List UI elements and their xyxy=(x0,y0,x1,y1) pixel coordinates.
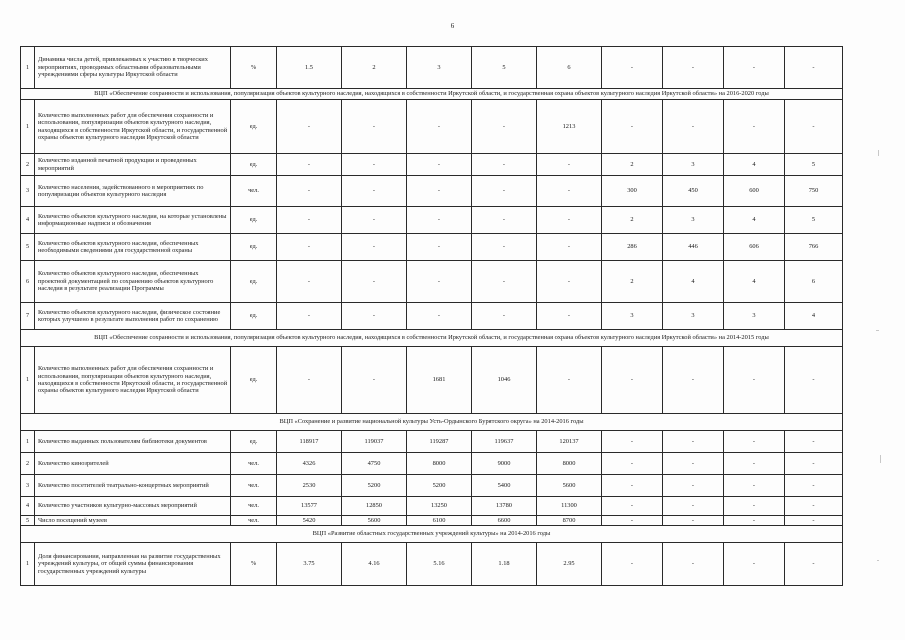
value-cell: 5600 xyxy=(537,475,602,497)
row-number: 1 xyxy=(21,47,35,89)
table-row xyxy=(21,100,843,154)
value-cell: 300 xyxy=(602,176,663,207)
value-cell: - xyxy=(342,303,407,330)
row-number: 3 xyxy=(21,475,35,497)
unit-cell: чел. xyxy=(231,516,277,526)
section-title: ВЦП «Обеспечение сохранности и использования, популяризация объектов культурного наследия, находящихся в собственности Иркутской области, и государственная охрана объектов культурного наследия Иркутской области» на 2014-2015 годы xyxy=(21,330,843,347)
value-cell: 9000 xyxy=(472,453,537,475)
section-header-row xyxy=(21,330,843,347)
scan-artifact xyxy=(876,330,879,331)
row-number: 3 xyxy=(21,176,35,207)
value-cell: 3.75 xyxy=(277,543,342,586)
unit-cell: ед. xyxy=(231,100,277,154)
value-cell: 4 xyxy=(785,303,843,330)
value-cell: 3 xyxy=(663,303,724,330)
value-cell: 1213 xyxy=(537,100,602,154)
indicator-name: Количество выполненных работ для обеспечения сохранности и использования, популяризации объектов культурного наследия, находящихся в собственности Иркутской области, и государственной охраны объектов культурного наследия Иркутской области xyxy=(35,347,231,414)
section-header-row xyxy=(21,526,843,543)
value-cell: 12850 xyxy=(342,497,407,516)
value-cell: 3 xyxy=(663,207,724,234)
unit-cell: чел. xyxy=(231,176,277,207)
indicator-name: Динамика числа детей, привлекаемых к участию в творческих мероприятиях, проводимых областными образовательными учреждениями сферы культуры Иркутской области xyxy=(35,47,231,89)
value-cell: 750 xyxy=(785,176,843,207)
row-number: 4 xyxy=(21,497,35,516)
value-cell: 13780 xyxy=(472,497,537,516)
value-cell: 450 xyxy=(663,176,724,207)
value-cell: - xyxy=(342,176,407,207)
value-cell: - xyxy=(407,261,472,303)
value-cell: 6 xyxy=(785,261,843,303)
value-cell: - xyxy=(602,475,663,497)
row-number: 5 xyxy=(21,516,35,526)
table-row xyxy=(21,347,843,414)
value-cell: - xyxy=(785,100,843,154)
value-cell: - xyxy=(602,516,663,526)
indicator-name: Доля финансирования, направленная на развитие государственных учреждений культуры, от общей суммы финансирования государственных учреждений культуры xyxy=(35,543,231,586)
table-row xyxy=(21,154,843,176)
value-cell: - xyxy=(277,176,342,207)
table-row xyxy=(21,475,843,497)
value-cell: - xyxy=(663,543,724,586)
value-cell: 119037 xyxy=(342,431,407,453)
value-cell: - xyxy=(407,207,472,234)
scan-artifact xyxy=(877,560,879,561)
indicator-name: Количество объектов культурного наследия, обеспеченных проектной документацией по сохранению объектов культурного наследия в результате реализации Программы xyxy=(35,261,231,303)
value-cell: 5 xyxy=(785,154,843,176)
unit-cell: ед. xyxy=(231,347,277,414)
value-cell: - xyxy=(342,261,407,303)
value-cell: 1681 xyxy=(407,347,472,414)
value-cell: - xyxy=(277,303,342,330)
value-cell: 4 xyxy=(663,261,724,303)
value-cell: - xyxy=(724,453,785,475)
value-cell: - xyxy=(785,475,843,497)
section-header-row xyxy=(21,414,843,431)
table-row xyxy=(21,543,843,586)
value-cell: - xyxy=(407,176,472,207)
unit-cell: % xyxy=(231,47,277,89)
value-cell: 606 xyxy=(724,234,785,261)
value-cell: - xyxy=(785,431,843,453)
value-cell: 4.16 xyxy=(342,543,407,586)
unit-cell: ед. xyxy=(231,207,277,234)
value-cell: 4 xyxy=(724,207,785,234)
unit-cell: чел. xyxy=(231,475,277,497)
value-cell: - xyxy=(602,347,663,414)
value-cell: 446 xyxy=(663,234,724,261)
value-cell: - xyxy=(724,475,785,497)
value-cell: 4750 xyxy=(342,453,407,475)
row-number: 2 xyxy=(21,154,35,176)
value-cell: 5.16 xyxy=(407,543,472,586)
value-cell: - xyxy=(277,234,342,261)
indicator-name: Количество объектов культурного наследия, на которые установлены информационные надписи и обозначения xyxy=(35,207,231,234)
value-cell: - xyxy=(602,100,663,154)
value-cell: - xyxy=(277,261,342,303)
section-title: ВЦП «Обеспечение сохранности и использования, популяризация объектов культурного наследия, находящихся в собственности Иркутской области, и государственная охрана объектов культурного наследия Иркутской области» на 2016-2020 годы xyxy=(21,89,843,100)
section-title: ВЦП «Сохранение и развитие национальной культуры Усть-Ордынского Бурятского округа» на 2014-2016 годы xyxy=(21,414,843,431)
value-cell: 119637 xyxy=(472,431,537,453)
value-cell: - xyxy=(277,207,342,234)
value-cell: - xyxy=(602,431,663,453)
value-cell: - xyxy=(724,497,785,516)
value-cell: 4 xyxy=(724,261,785,303)
value-cell: 2.95 xyxy=(537,543,602,586)
section-header-row xyxy=(21,89,843,100)
indicator-name: Количество выданных пользователям библиотеки документов xyxy=(35,431,231,453)
value-cell: - xyxy=(785,543,843,586)
row-number: 2 xyxy=(21,453,35,475)
value-cell: 2530 xyxy=(277,475,342,497)
value-cell: 6100 xyxy=(407,516,472,526)
value-cell: - xyxy=(472,154,537,176)
value-cell: - xyxy=(537,261,602,303)
table-row xyxy=(21,431,843,453)
indicator-name: Количество кинозрителей xyxy=(35,453,231,475)
value-cell: 6 xyxy=(537,47,602,89)
row-number: 4 xyxy=(21,207,35,234)
value-cell: 120137 xyxy=(537,431,602,453)
value-cell: 1.18 xyxy=(472,543,537,586)
value-cell: - xyxy=(663,497,724,516)
value-cell: - xyxy=(602,543,663,586)
value-cell: 4 xyxy=(724,154,785,176)
page-number: 6 xyxy=(450,22,455,30)
row-number: 7 xyxy=(21,303,35,330)
value-cell: - xyxy=(785,453,843,475)
value-cell: - xyxy=(663,347,724,414)
value-cell: - xyxy=(785,516,843,526)
value-cell: - xyxy=(537,234,602,261)
value-cell: - xyxy=(537,176,602,207)
value-cell: 8000 xyxy=(407,453,472,475)
value-cell: - xyxy=(724,516,785,526)
value-cell: 3 xyxy=(602,303,663,330)
value-cell: - xyxy=(472,207,537,234)
value-cell: - xyxy=(602,453,663,475)
value-cell: - xyxy=(663,431,724,453)
row-number: 6 xyxy=(21,261,35,303)
value-cell: - xyxy=(537,207,602,234)
value-cell: - xyxy=(407,100,472,154)
row-number: 5 xyxy=(21,234,35,261)
row-number: 1 xyxy=(21,100,35,154)
scan-artifact xyxy=(880,455,881,463)
unit-cell: чел. xyxy=(231,497,277,516)
unit-cell: ед. xyxy=(231,234,277,261)
row-number: 1 xyxy=(21,431,35,453)
value-cell: 4326 xyxy=(277,453,342,475)
value-cell: 2 xyxy=(342,47,407,89)
value-cell: 5600 xyxy=(342,516,407,526)
value-cell: 5420 xyxy=(277,516,342,526)
value-cell: 118917 xyxy=(277,431,342,453)
value-cell: 600 xyxy=(724,176,785,207)
value-cell: - xyxy=(602,47,663,89)
value-cell: 6600 xyxy=(472,516,537,526)
value-cell: - xyxy=(785,497,843,516)
value-cell: - xyxy=(537,154,602,176)
section-title: ВЦП «Развитие областных государственных учреждений культуры» на 2014-2016 годы xyxy=(21,526,843,543)
value-cell: 2 xyxy=(602,207,663,234)
value-cell: - xyxy=(602,497,663,516)
value-cell: - xyxy=(785,47,843,89)
value-cell: 13250 xyxy=(407,497,472,516)
value-cell: 2 xyxy=(602,154,663,176)
table-row xyxy=(21,516,843,526)
value-cell: - xyxy=(724,100,785,154)
value-cell: 5400 xyxy=(472,475,537,497)
value-cell: - xyxy=(537,347,602,414)
unit-cell: ед. xyxy=(231,431,277,453)
table-row xyxy=(21,453,843,475)
unit-cell: чел. xyxy=(231,453,277,475)
indicator-name: Количество выполненных работ для обеспечения сохранности и использования, популяризации объектов культурного наследия, находящихся в собственности Иркутской области, и государственной охраны объектов культурного наследия Иркутской области xyxy=(35,100,231,154)
value-cell: 11300 xyxy=(537,497,602,516)
unit-cell: ед. xyxy=(231,303,277,330)
value-cell: 5200 xyxy=(342,475,407,497)
table-row xyxy=(21,47,843,89)
table-row xyxy=(21,234,843,261)
value-cell: - xyxy=(472,303,537,330)
value-cell: 2 xyxy=(602,261,663,303)
indicator-name: Число посещений музеев xyxy=(35,516,231,526)
table-row xyxy=(21,176,843,207)
value-cell: - xyxy=(342,154,407,176)
value-cell: - xyxy=(663,100,724,154)
value-cell: - xyxy=(277,154,342,176)
value-cell: - xyxy=(724,47,785,89)
value-cell: 1046 xyxy=(472,347,537,414)
value-cell: - xyxy=(407,234,472,261)
table-row xyxy=(21,497,843,516)
unit-cell: % xyxy=(231,543,277,586)
indicator-name: Количество изданной печатной продукции и проведенных мероприятий xyxy=(35,154,231,176)
indicators-table xyxy=(20,46,843,586)
value-cell: - xyxy=(472,176,537,207)
value-cell: 8000 xyxy=(537,453,602,475)
value-cell: - xyxy=(537,303,602,330)
value-cell: 286 xyxy=(602,234,663,261)
value-cell: 119287 xyxy=(407,431,472,453)
scan-artifact xyxy=(878,150,879,156)
value-cell: - xyxy=(724,431,785,453)
table-row xyxy=(21,207,843,234)
value-cell: - xyxy=(724,347,785,414)
row-number: 1 xyxy=(21,347,35,414)
value-cell: - xyxy=(663,453,724,475)
value-cell: - xyxy=(342,207,407,234)
unit-cell: ед. xyxy=(231,154,277,176)
value-cell: 3 xyxy=(663,154,724,176)
value-cell: 766 xyxy=(785,234,843,261)
indicator-name: Количество посетителей театрально-концертных мероприятий xyxy=(35,475,231,497)
value-cell: - xyxy=(663,516,724,526)
value-cell: 3 xyxy=(407,47,472,89)
value-cell: - xyxy=(407,303,472,330)
indicator-name: Количество объектов культурного наследия, обеспеченных необходимыми сведениями для государственной охраны xyxy=(35,234,231,261)
value-cell: - xyxy=(342,347,407,414)
value-cell: - xyxy=(785,347,843,414)
value-cell: - xyxy=(277,347,342,414)
value-cell: - xyxy=(342,234,407,261)
value-cell: - xyxy=(472,234,537,261)
value-cell: 5 xyxy=(785,207,843,234)
value-cell: - xyxy=(663,47,724,89)
row-number: 1 xyxy=(21,543,35,586)
indicator-name: Количество населения, задействованного в мероприятиях по популяризации объектов культурного наследия xyxy=(35,176,231,207)
table-row xyxy=(21,303,843,330)
value-cell: - xyxy=(407,154,472,176)
value-cell: 8700 xyxy=(537,516,602,526)
value-cell: - xyxy=(472,261,537,303)
value-cell: 5200 xyxy=(407,475,472,497)
value-cell: - xyxy=(342,100,407,154)
value-cell: - xyxy=(663,475,724,497)
indicator-name: Количество объектов культурного наследия, физическое состояние которых улучшено в результате выполнения работ по сохранению xyxy=(35,303,231,330)
value-cell: 1.5 xyxy=(277,47,342,89)
value-cell: 13577 xyxy=(277,497,342,516)
value-cell: - xyxy=(472,100,537,154)
value-cell: - xyxy=(277,100,342,154)
unit-cell: ед. xyxy=(231,261,277,303)
table-row xyxy=(21,261,843,303)
value-cell: - xyxy=(724,543,785,586)
value-cell: 3 xyxy=(724,303,785,330)
indicator-name: Количество участников культурно-массовых мероприятий xyxy=(35,497,231,516)
value-cell: 5 xyxy=(472,47,537,89)
